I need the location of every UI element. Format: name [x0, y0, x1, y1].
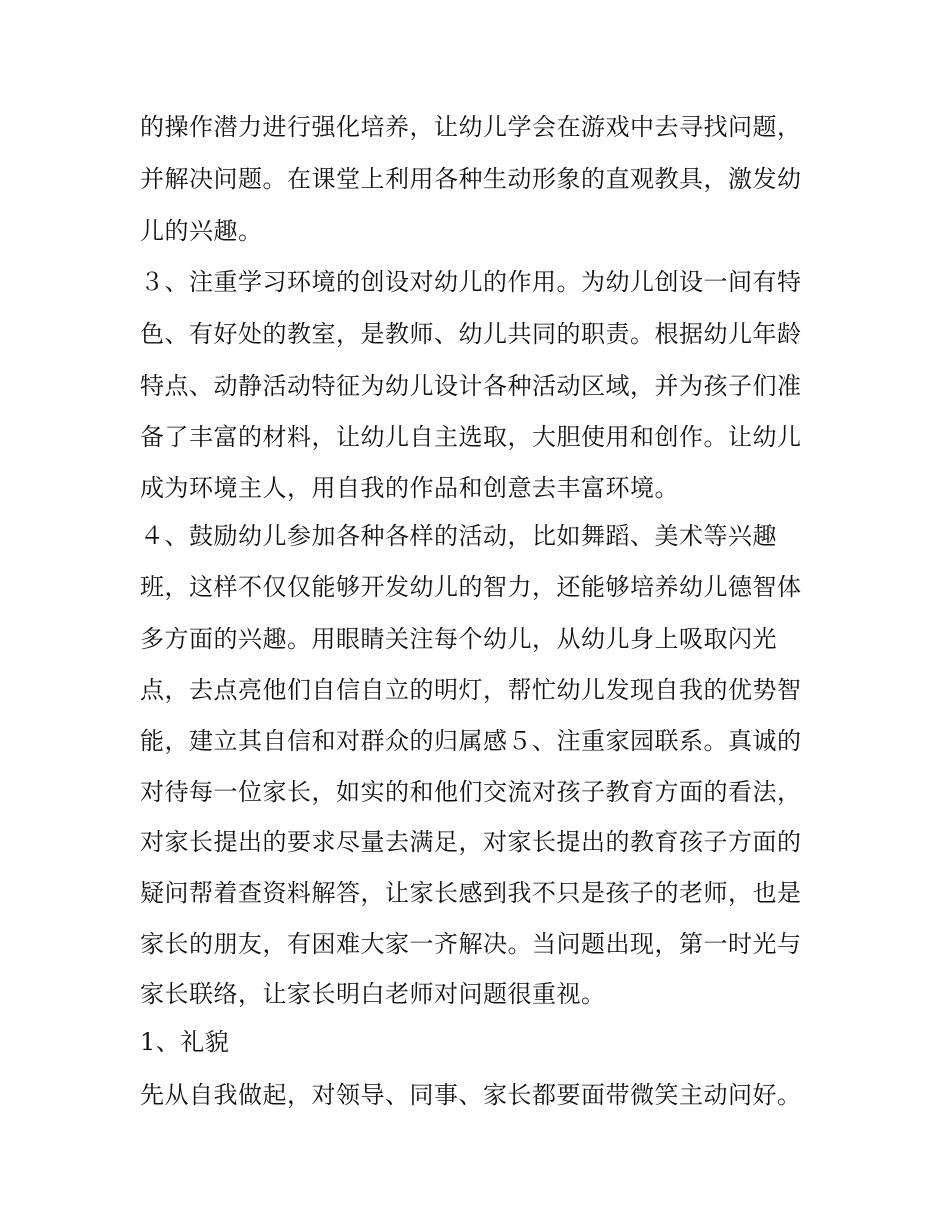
- text-line: 点，去点亮他们自信自立的明灯，帮忙幼儿发现自我的优势智: [140, 676, 802, 704]
- text-line: 色、有好处的教室，是教师、幼儿共同的职责。根据幼儿年龄: [140, 320, 802, 348]
- text-line: 能，建立其自信和对群众的归属感５、注重家园联系。真诚的: [140, 727, 802, 755]
- text-line: 对家长提出的要求尽量去满足，对家长提出的教育孩子方面的: [140, 828, 802, 856]
- text-line: 并解决问题。在课堂上利用各种生动形象的直观教具，激发幼: [140, 165, 802, 193]
- text-line: 疑问帮着查资料解答，让家长感到我不只是孩子的老师，也是: [140, 879, 802, 907]
- text-line: 特点、动静活动特征为幼儿设计各种活动区域，并为孩子们准: [140, 372, 802, 400]
- text-line: 家长的朋友，有困难大家一齐解决。当问题出现，第一时光与: [140, 930, 802, 958]
- text-line: 家长联络，让家长明白老师对问题很重视。: [140, 980, 606, 1008]
- text-line: 成为环境主人，用自我的作品和创意去丰富环境。: [140, 474, 679, 502]
- text-line: 儿的兴趣。: [140, 217, 263, 245]
- text-line: 的操作潜力进行强化培养，让幼儿学会在游戏中去寻找问题，: [140, 113, 802, 141]
- text-line: ３、注重学习环境的创设对幼儿的作用。为幼儿创设一间有特: [140, 268, 802, 296]
- text-line: 多方面的兴趣。用眼睛关注每个幼儿，从幼儿身上吸取闪光: [140, 625, 777, 653]
- text-line: 备了丰富的材料，让幼儿自主选取，大胆使用和创作。让幼儿: [140, 423, 802, 451]
- text-line: 对待每一位家长，如实的和他们交流对孩子教育方面的看法，: [140, 778, 802, 806]
- text-line: 班，这样不仅仅能够开发幼儿的智力，还能够培养幼儿德智体: [140, 573, 802, 601]
- text-line: ４、鼓励幼儿参加各种各样的活动，比如舞蹈、美术等兴趣: [140, 522, 777, 550]
- text-line: 先从自我做起，对领导、同事、家长都要面带微笑主动问好。: [140, 1081, 802, 1109]
- section-heading: 1、礼貌: [140, 1028, 230, 1056]
